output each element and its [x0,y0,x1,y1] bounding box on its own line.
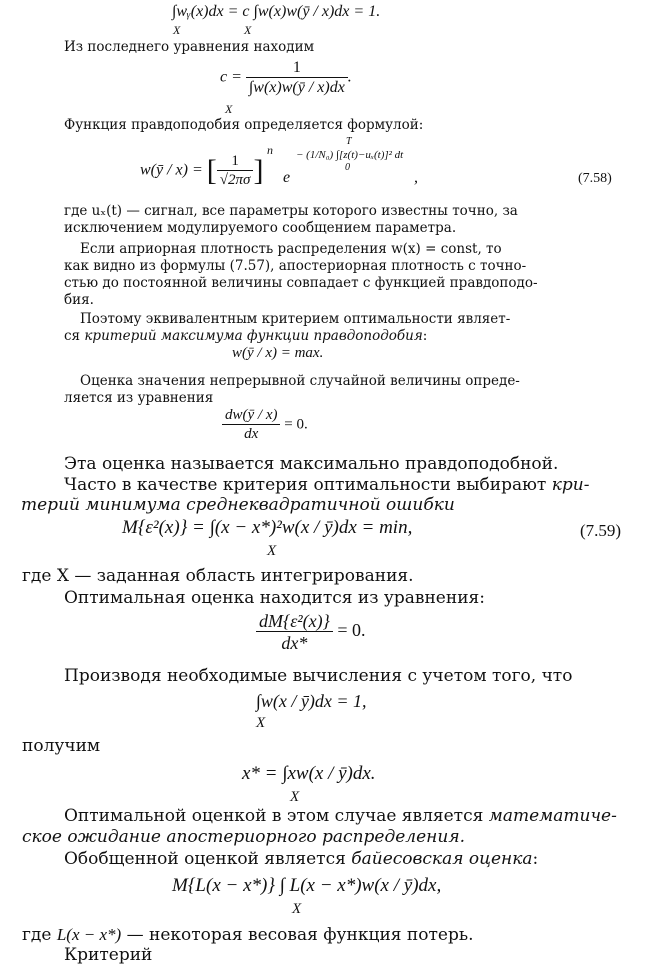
emphasis: кри- [551,475,590,495]
paragraph-line: ское ожидание апостериорного распределения. [22,827,465,847]
fraction-denominator: dx [222,424,280,442]
paragraph-line [64,808,617,825]
lim-x: X [267,543,277,559]
paragraph-line: где X — заданная область интегрирования. [22,566,414,586]
text: : [532,849,539,869]
exp-argument: − (1/N₀) ∫[z(t)−uₓ(t)]² dt [296,149,404,161]
fraction-denominator: dx* [256,631,333,652]
exp-e: e [283,169,291,186]
paragraph-line: Производя необходимые вычисления с учетом того, что [64,666,573,686]
power-n: n [267,143,273,157]
paragraph-line: стью до постоянной величины совпадает с функцией правдоподо- [64,275,538,291]
paragraph-line: ляется из уравнения [64,390,214,406]
upper-limit: T [346,136,352,147]
lim-x: X [290,789,300,805]
lim-x: X [225,102,233,116]
fraction-numerator: dw(ȳ / x) [225,407,278,423]
text: : [422,328,428,344]
fraction-numerator: 1 [292,59,301,76]
punct: , [414,169,418,186]
formula-rhs: = 0. [332,620,366,641]
text: Обобщенной оценкой является [64,849,352,869]
emphasis: математиче- [488,806,617,826]
paragraph-line: Если априорная плотность распределения w(x) = const, то [80,241,502,257]
paragraph-line: Поэтому эквивалентным критерием оптимальности являет- [80,311,511,327]
paragraph-line: Функция правдоподобия определяется формулой: [64,117,424,133]
paragraph-line [64,330,427,344]
paragraph-line: Оптимальная оценка находится из уравнения: [64,588,485,608]
paragraph-line [64,477,589,494]
paragraph-line: исключением модулируемого сообщением параметра. [64,220,457,236]
equation-number: (7.59) [580,521,622,540]
formula-likelihood: w(ȳ / x) = [ $\frac{1}{√2\pi\sigma}$ ] [140,153,264,188]
formula-int-one: ∫w(x / ȳ)dx = 1, [256,691,367,711]
paragraph-line: терий минимума среднеквадратичной ошибки [21,495,455,515]
text: Оптимальной оценкой в этом случае является [64,806,489,826]
equation-number: (7.58) [578,171,612,186]
paragraph-line: Из последнего уравнения находим [64,39,315,55]
formula-opt [256,612,366,652]
paragraph-line [64,851,538,868]
text: Часто в качестве критерия оптимальности выбирают [64,475,552,495]
emphasis: байесовская оценка [351,849,533,869]
formula-estimate: x* = ∫xw(x / ȳ)dx. [242,763,376,784]
fraction-numerator: dM{ε²(x)} [259,611,330,631]
paragraph-line: где uₓ(t) — сигнал, все параметры которого известны точно, за [64,203,518,219]
formula-c-lhs: c = [220,68,242,86]
lim-x: X [244,23,252,37]
formula-lhs: w(ȳ / x) = [140,161,203,179]
lower-limit: 0 [345,162,350,173]
formula-c [220,60,352,96]
emphasis: критерий максимума функции правдоподобия [84,328,423,344]
formula-bayes: M{L(x − x*)} ∫ L(x − x*)w(x / ȳ)dx, [172,875,442,896]
paragraph-line: Оценка значения непрерывной случайной величины опреде- [80,373,520,389]
formula-derivative [222,408,308,442]
text: где [22,925,57,945]
formula-inline: L(x − x*) [56,925,122,944]
formula-normalization: ∫wᵧ(x)dx = c ∫w(x)w(ȳ / x)dx = 1. [172,3,381,20]
paragraph-line: Критерий [64,945,153,965]
text: ся [64,328,85,344]
fraction-numerator: 1 [231,153,239,169]
lim-x: X [256,715,266,731]
lim-x: X [173,23,181,37]
paragraph-line: Эта оценка называется максимально правдоподобной. [64,454,559,474]
formula-mse: M{ε²(x)} = ∫(x − x*)²w(x / ȳ)dx = min, [122,517,413,538]
lim-x: X [292,901,302,917]
text: — некоторая весовая функция потерь. [121,925,474,945]
fraction-denominator: √2πσ [217,170,254,188]
punct: . [347,68,352,86]
paragraph-line: бия. [64,292,94,308]
formula-max: w(ȳ / x) = max. [232,345,324,361]
paragraph-line [22,926,473,944]
fraction-denominator: ∫w(x)w(ȳ / x)dx [246,77,348,96]
paragraph-line: как видно из формулы (7.57), апостериорная плотность с точно- [64,258,527,274]
paragraph-line: получим [22,736,101,756]
formula-rhs: = 0. [280,416,308,433]
